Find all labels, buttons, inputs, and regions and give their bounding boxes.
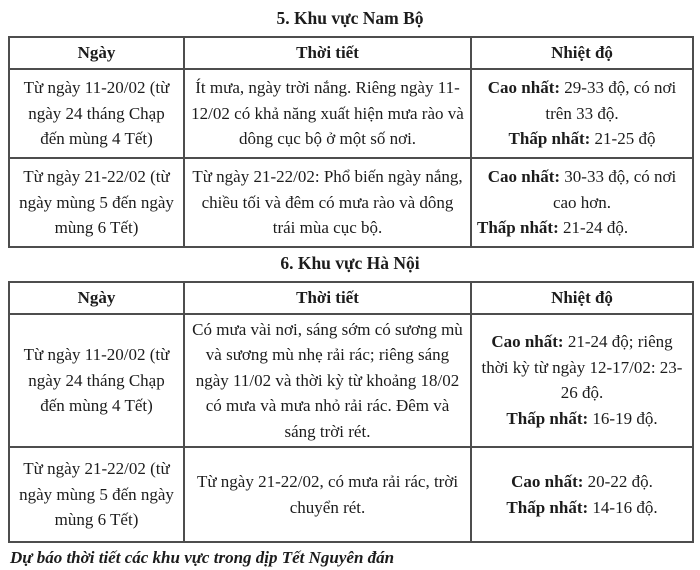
table-row xyxy=(9,69,693,158)
weather-cell: Từ ngày 21-22/02: Phổ biến ngày nắng, chiều tối và đêm có mưa rào và dông trái mùa cục bộ. xyxy=(184,158,471,247)
table-row xyxy=(9,158,693,247)
day-cell: Từ ngày 21-22/02 (từ ngày mùng 5 đến ngày mùng 6 Tết) xyxy=(9,447,184,542)
nam-bo-table xyxy=(8,36,694,248)
weather-cell: Từ ngày 21-22/02, có mưa rải rác, trời chuyển rét. xyxy=(184,447,471,542)
temp-cell xyxy=(471,158,693,247)
table-header-row xyxy=(9,282,693,314)
temp-low: Thấp nhất: 16-19 độ. xyxy=(506,408,658,428)
clipped-caption: Dự báo thời tiết các khu vực trong dịp Tết Nguyên đán xyxy=(10,548,395,567)
header-ngay: Ngày xyxy=(9,37,184,69)
day-cell: Từ ngày 11-20/02 (từ ngày 24 tháng Chạp đến mùng 4 Tết) xyxy=(9,69,184,158)
header-thoi-tiet: Thời tiết xyxy=(184,282,471,314)
table-row xyxy=(9,447,693,542)
temp-low: Thấp nhất: 14-16 độ. xyxy=(506,497,658,517)
day-cell: Từ ngày 11-20/02 (từ ngày 24 tháng Chạp đến mùng 4 Tết) xyxy=(9,314,184,448)
temp-low: Thấp nhất: 21-25 độ xyxy=(508,129,656,148)
temp-high: Cao nhất: 21-24 độ; riêng thời kỳ từ ngày 12-17/02: 23-26 độ. xyxy=(481,332,683,403)
temp-low: Thấp nhất: 21-24 độ. xyxy=(477,218,629,237)
header-ngay: Ngày xyxy=(9,282,184,314)
section-title-nam-bo: 5. Khu vực Nam Bộ xyxy=(276,8,424,28)
header-thoi-tiet: Thời tiết xyxy=(184,37,471,69)
header-nhiet-do: Nhiệt độ xyxy=(471,37,693,69)
table-row xyxy=(9,314,693,448)
header-nhiet-do: Nhiệt độ xyxy=(471,282,693,314)
weather-cell: Có mưa vài nơi, sáng sớm có sương mù và sương mù nhẹ rải rác; riêng sáng ngày 11/02 và thời kỳ từ khoảng 18/02 có mưa và mưa nhỏ rải rác. Đêm và sáng trời rét. xyxy=(184,314,471,448)
day-cell: Từ ngày 21-22/02 (từ ngày mùng 5 đến ngày mùng 6 Tết) xyxy=(9,158,184,247)
temp-high: Cao nhất: 30-33 độ, có nơi cao hơn. xyxy=(487,167,677,212)
temp-cell xyxy=(471,69,693,158)
temp-cell xyxy=(471,447,693,542)
temp-high: Cao nhất: 29-33 độ, có nơi trên 33 độ. xyxy=(487,78,677,123)
ha-noi-table xyxy=(8,281,694,543)
temp-high: Cao nhất: 20-22 độ. xyxy=(511,472,653,491)
table-header-row xyxy=(9,37,693,69)
temp-cell xyxy=(471,314,693,448)
weather-cell: Ít mưa, ngày trời nắng. Riêng ngày 11-12/02 có khả năng xuất hiện mưa rào và dông cục bộ ở một số nơi. xyxy=(184,69,471,158)
section-title-ha-noi: 6. Khu vực Hà Nội xyxy=(280,252,420,273)
